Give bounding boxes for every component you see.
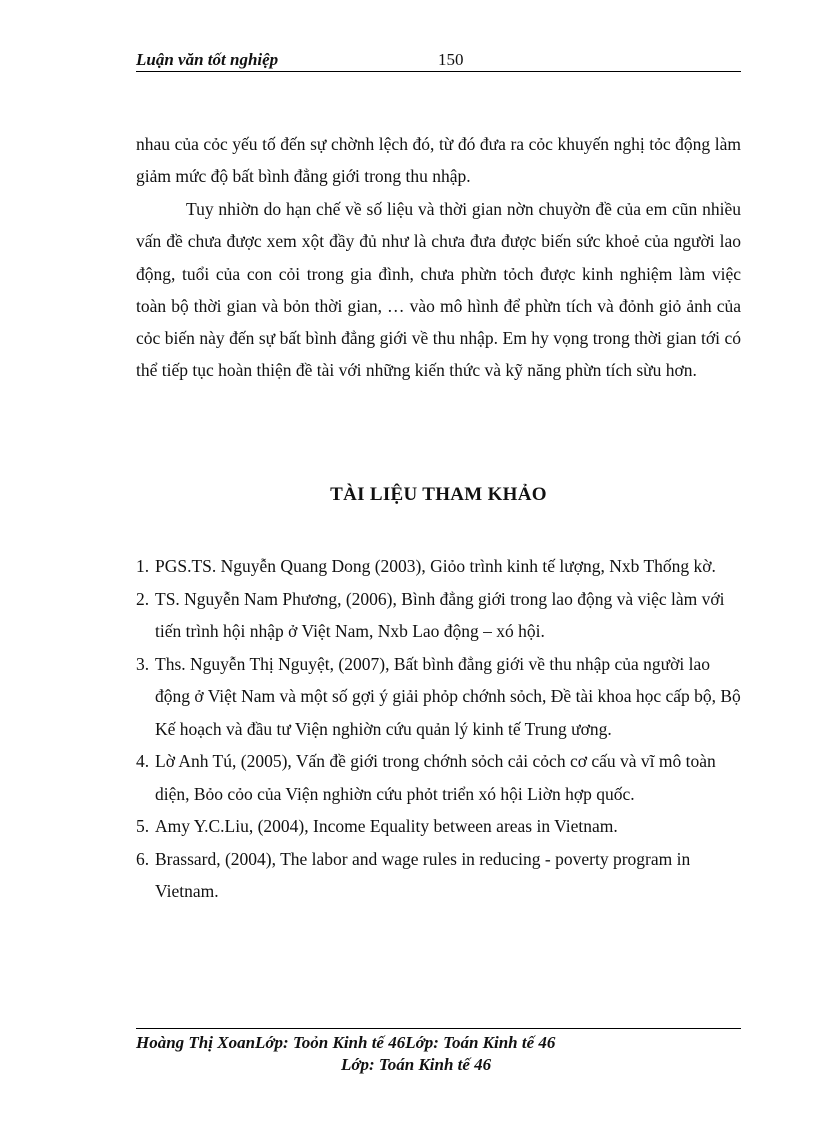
page-header: [136, 50, 741, 72]
reference-text: Ths. Nguyễn Thị Nguyệt, (2007), Bất bình đẳng giới về thu nhập của người lao động ở Việt Nam và một số gợi ý giải phỏp chớnh sỏch, Đề tài khoa học cấp bộ, Bộ Kế hoạch và đầu tư Viện nghiờn cứu quản lý kinh tế Trung ương.: [155, 653, 741, 739]
references-list: [136, 550, 741, 908]
page-number: 150: [438, 50, 464, 69]
reference-number: 4.: [136, 751, 150, 771]
reference-text: TS. Nguyễn Nam Phương, (2006), Bình đẳng giới trong lao động và việc làm với tiến trình hội nhập ở Việt Nam, Nxb Lao động – xó hội.: [155, 588, 725, 641]
reference-text: Amy Y.C.Liu, (2004), Income Equality between areas in Vietnam.: [155, 816, 618, 836]
reference-number: 6.: [136, 848, 150, 869]
references-heading: TÀI LIỆU THAM KHẢO: [330, 484, 547, 505]
footer-class: Lớp: Toán Kinh tế 46: [341, 1055, 492, 1074]
body-paragraph-2: Tuy nhiờn do hạn chế về số liệu và thời gian nờn chuyờn đề của em cũn nhiều vấn đề chưa được xem xột đầy đủ như là chưa đưa được biến sức khoẻ của người lao động, tuổi của con cỏi trong gia đình, chưa phừn tỏch được kinh nghiệm làm việc toàn bộ thời gian và bỏn thời gian, … vào mô hình để phừn tích và đỏnh giỏ ảnh của cỏc biến này đến sự bất bình đẳng giới về thu nhập. Em hy vọng trong thời gian tới có thể tiếp tục hoàn thiện đề tài với những kiến thức và kỹ năng phừn tích sừu hơn.: [136, 199, 741, 381]
footer-divider: [136, 1028, 741, 1029]
reference-item: [136, 550, 741, 583]
header-divider: [136, 71, 741, 72]
reference-item: [136, 745, 741, 810]
reference-item: [136, 583, 741, 648]
footer-author-class: Hoàng Thị XoanLớp: Toỏn Kinh tế 46Lớp: Toán Kinh tế 46: [136, 1033, 556, 1052]
page-footer: [136, 1032, 741, 1076]
body-paragraph-1: nhau của cỏc yếu tố đến sự chờnh lệch đó, từ đó đưa ra cỏc khuyến nghị tỏc động làm giảm mức độ bất bình đẳng giới trong thu nhập.: [136, 134, 741, 187]
reference-number: 2.: [136, 588, 150, 609]
reference-item: [136, 810, 741, 843]
reference-number: 1.: [136, 556, 150, 576]
reference-number: 5.: [136, 816, 150, 836]
document-title: Luận văn tốt nghiệp: [136, 50, 279, 69]
reference-text: Lờ Anh Tú, (2005), Vấn đề giới trong chớnh sỏch cải cỏch cơ cấu và vĩ mô toàn diện, Bỏo cỏo của Viện nghiờn cứu phỏt triển xó hội Liờn hợp quốc.: [155, 751, 716, 804]
reference-text: Brassard, (2004), The labor and wage rules in reducing - poverty program in Vietnam.: [155, 848, 691, 901]
reference-item: [136, 648, 741, 746]
reference-number: 3.: [136, 653, 150, 674]
reference-text: PGS.TS. Nguyễn Quang Dong (2003), Giỏo trình kinh tế lượng, Nxb Thống kờ.: [155, 556, 716, 576]
reference-item: [136, 843, 741, 908]
